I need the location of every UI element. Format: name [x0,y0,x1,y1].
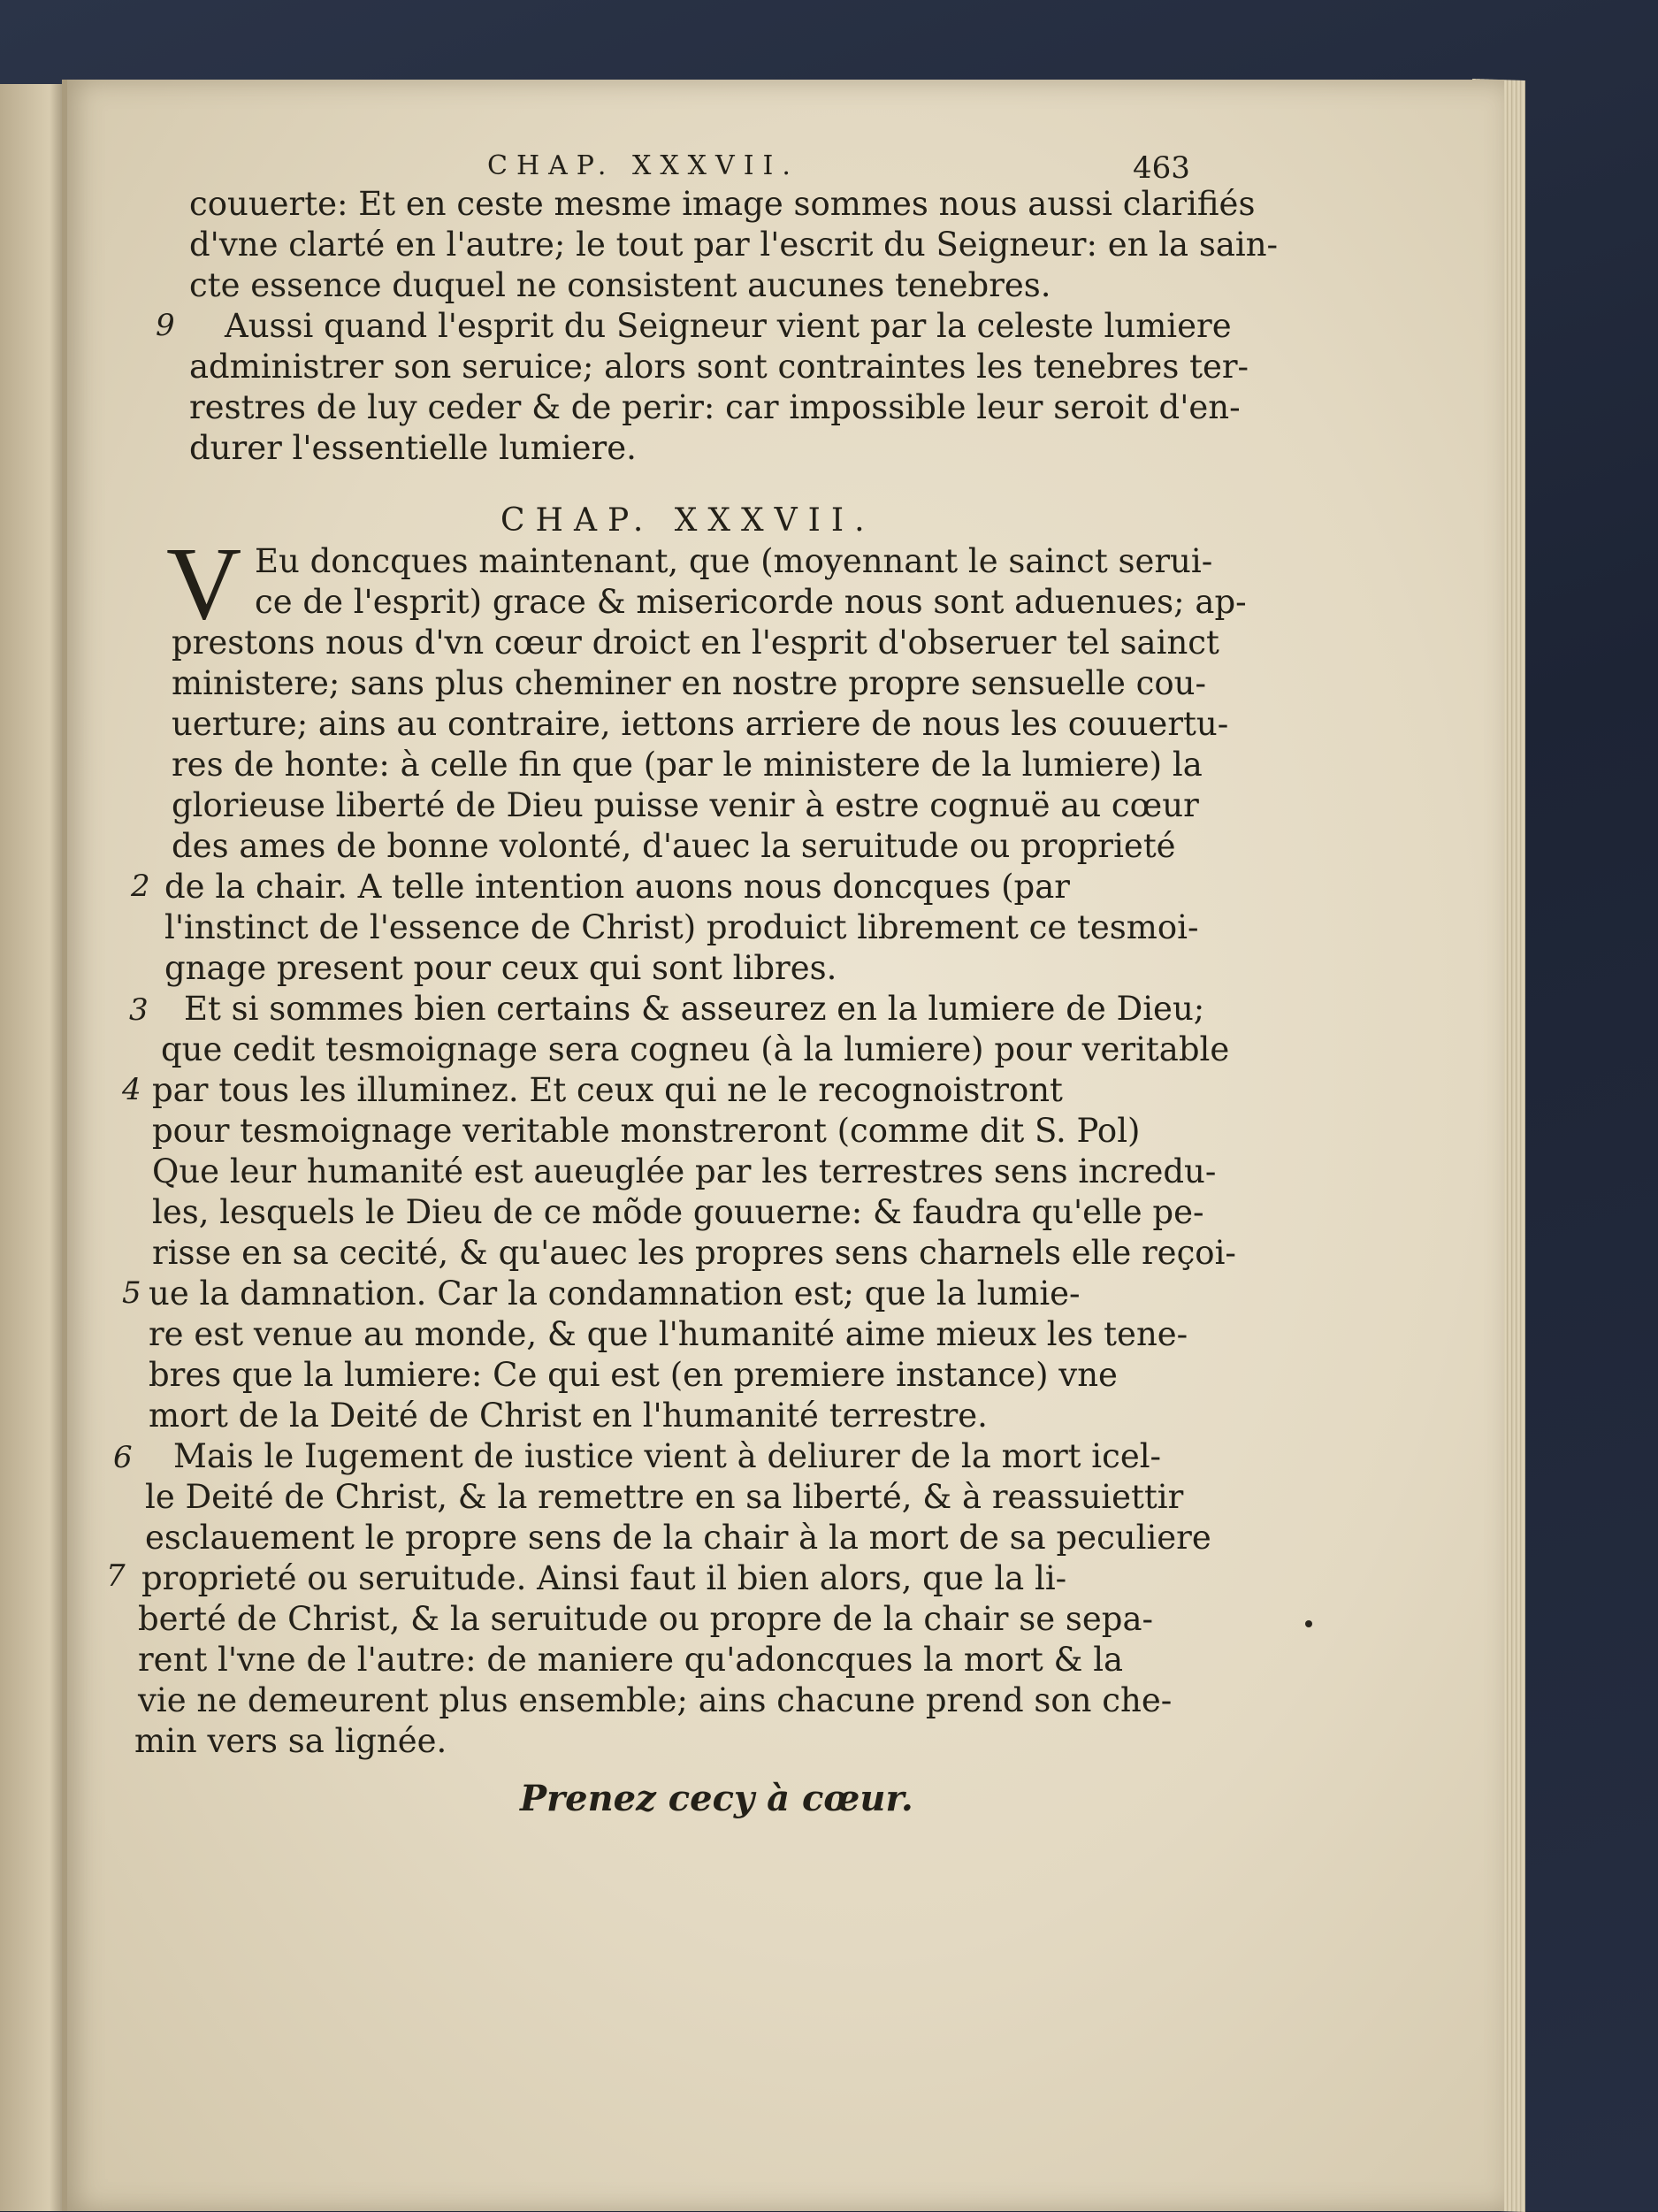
left-page-edge [0,84,71,2211]
book-page [62,80,1504,2211]
text-line: Et si sommes bien certains & asseurez en la lumiere de Dieu; [184,990,1205,1028]
verse-number: 6 [113,1440,133,1475]
text-line: prestons nous d'vn cœur droict en l'esprit d'obseruer tel sainct [172,624,1219,662]
text-line: restres de luy ceder & de perir: car impossible leur seroit d'en- [189,388,1241,426]
text-line: re est venue au monde, & que l'humanité aime mieux les tene- [149,1315,1188,1353]
verse-number: 3 [129,992,149,1028]
text-line: Que leur humanité est aueuglée par les terrestres sens incredu- [152,1152,1217,1190]
verse-number: 2 [131,869,150,904]
text-line: le Deité de Christ, & la remettre en sa liberté, & à reassuiettir [145,1478,1184,1516]
page-number: 463 [1133,150,1190,186]
verse-number: 7 [106,1558,126,1594]
text-line: glorieuse liberté de Dieu puisse venir à estre cognuë au cœur [172,786,1199,824]
verse-number: 4 [122,1072,141,1107]
dropcap: V [166,525,242,641]
text-line: de la chair. A telle intention auons nous doncques (par [164,868,1070,906]
text-line: bres que la lumiere: Ce qui est (en premiere instance) vne [149,1356,1118,1394]
text-line: uerture; ains au contraire, iettons arriere de nous les couuertu- [172,705,1229,743]
text-line: vie ne demeurent plus ensemble; ains chacune prend son che- [138,1681,1173,1719]
text-line: ue la damnation. Car la condamnation est; que la lumie- [149,1274,1081,1313]
text-line: min vers sa lignée. [134,1722,447,1760]
text-line: ministere; sans plus cheminer en nostre propre sensuelle cou- [172,664,1206,702]
verse-number: 9 [156,308,175,343]
text-line: d'vne clarté en l'autre; le tout par l'escrit du Seigneur: en la sain- [189,226,1279,264]
text-line: proprieté ou seruitude. Ainsi faut il bien alors, que la li- [141,1559,1067,1597]
text-line: Mais le Iugement de iustice vient à deliurer de la mort icel- [173,1437,1162,1475]
page-text [67,80,1504,2211]
text-line: risse en sa cecité, & qu'auec les propres sens charnels elle reçoi- [152,1234,1236,1272]
text-line: couuerte: Et en ceste mesme image sommes nous aussi clarifiés [189,185,1256,223]
text-line: Aussi quand l'esprit du Seigneur vient par la celeste lumiere [225,307,1232,345]
text-line: par tous les illuminez. Et ceux qui ne le recognoistront [152,1071,1063,1109]
text-line: des ames de bonne volonté, d'auec la seruitude ou proprieté [172,827,1176,865]
running-header: CHAP. XXXVII. [487,150,799,181]
text-line: cte essence duquel ne consistent aucunes tenebres. [189,266,1051,304]
text-line: Eu doncques maintenant, que (moyennant le sainct serui- [255,542,1213,580]
text-line: les, lesquels le Dieu de ce mõde gouuerne: & faudra qu'elle pe- [152,1193,1204,1231]
text-line: res de honte: à celle fin que (par le ministere de la lumiere) la [172,746,1203,784]
text-line: esclauement le propre sens de la chair à la mort de sa peculiere [145,1519,1211,1557]
text-line: rent l'vne de l'autre: de maniere qu'adoncques la mort & la [138,1641,1124,1679]
text-line: administrer son seruice; alors sont contraintes les tenebres ter- [189,348,1249,386]
text-line: durer l'essentielle lumiere. [189,429,637,467]
text-line: ce de l'esprit) grace & misericorde nous sont aduenues; ap- [255,583,1247,621]
text-line: mort de la Deité de Christ en l'humanité terrestre. [149,1397,988,1435]
text-line: gnage present pour ceux qui sont libres. [164,949,837,987]
text-line: pour tesmoignage veritable monstreront (comme dit S. Pol) [152,1112,1141,1150]
ink-speck [1305,1620,1312,1627]
text-line: berté de Christ, & la seruitude ou propre de la chair se sepa- [138,1600,1154,1638]
text-line: que cedit tesmoignage sera cogneu (à la lumiere) pour veritable [161,1030,1230,1068]
verse-number: 5 [122,1275,141,1311]
closing-line: Prenez cecy à cœur. [520,1778,913,1819]
text-line: l'instinct de l'essence de Christ) produict librement ce tesmoi- [164,908,1199,946]
chapter-heading: CHAP. XXXVII. [500,502,875,539]
